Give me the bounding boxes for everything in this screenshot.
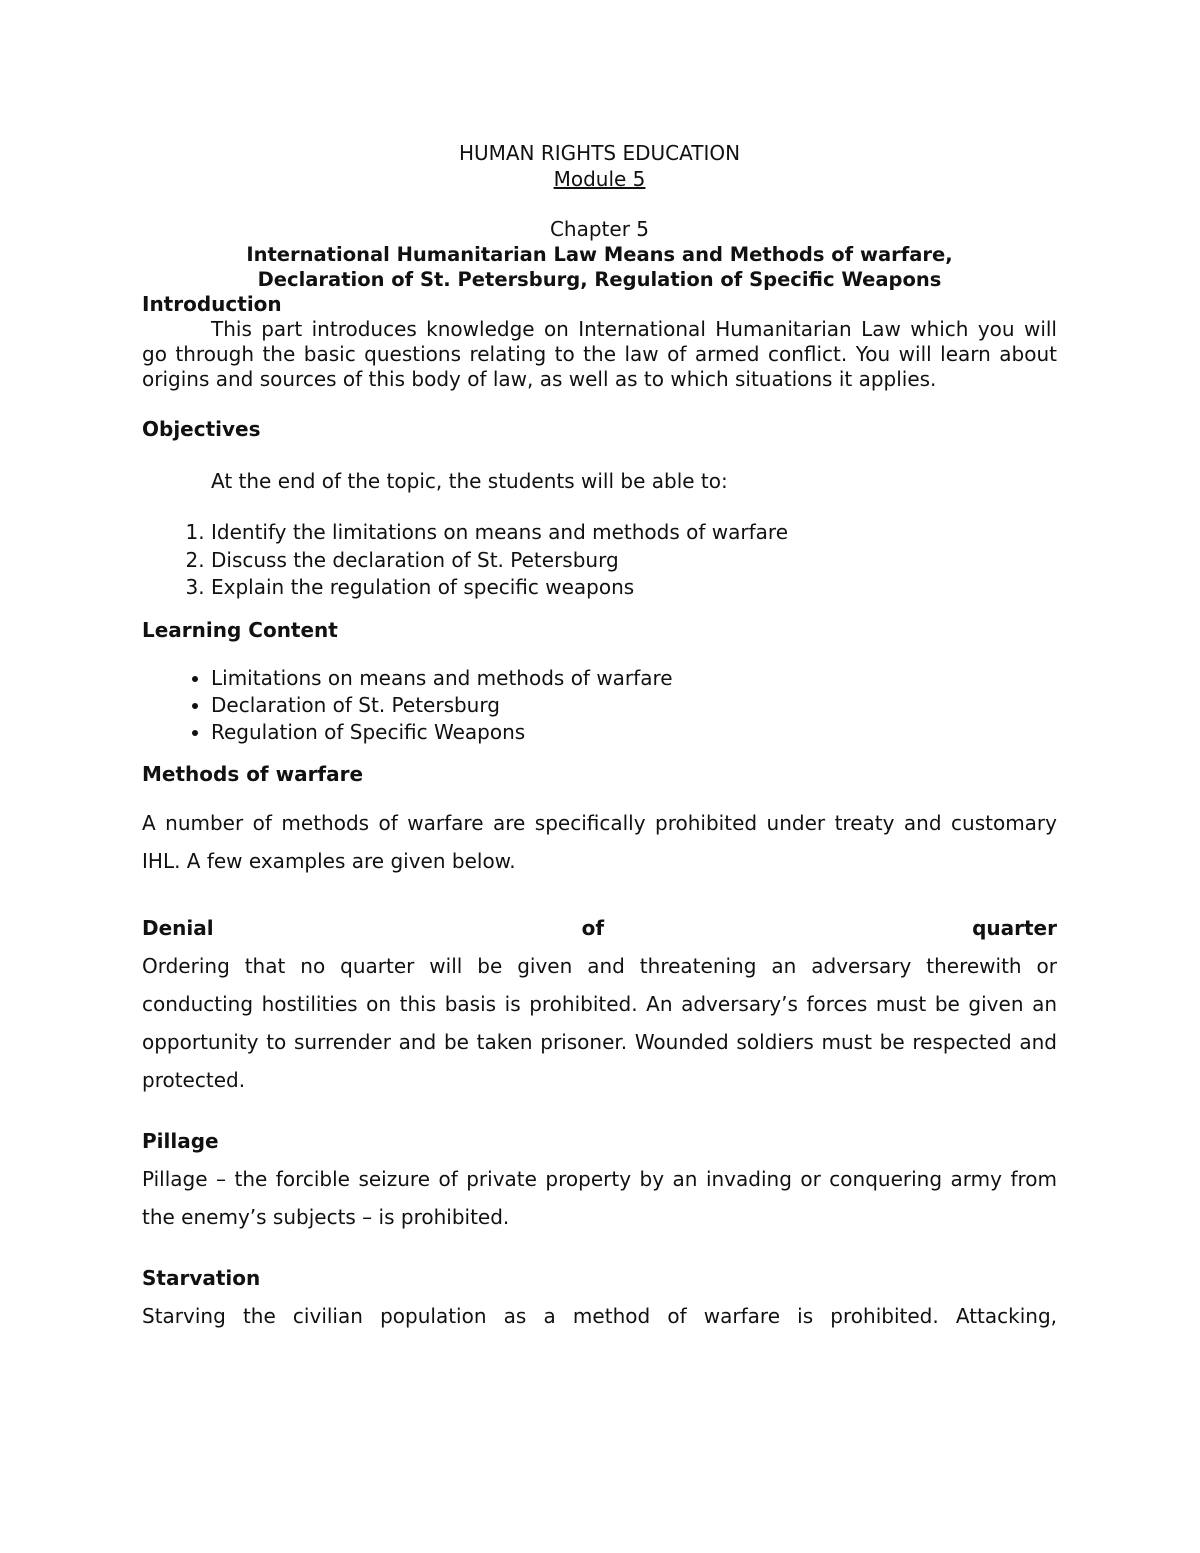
pillage-text: Pillage – the forcible seizure of private property by an invading or conquering army from the enemy’s subjects – is prohibited.	[142, 1166, 1057, 1229]
objectives-lead: At the end of the topic, the students will be able to:	[211, 469, 728, 493]
denial-of-quarter-text: Ordering that no quarter will be given and threatening an adversary therewith or conducting hostilities on this basis is prohibited. An adversary’s forces must be given an opportunity to surrender and be taken prisoner. Wounded soldiers must be respected and protected.	[142, 953, 1057, 1092]
learning-content-item: • Regulation of Specific Weapons	[211, 719, 1057, 746]
course-title: HUMAN RIGHTS EDUCATION	[458, 141, 741, 165]
chapter-title-line2: Declaration of St. Petersburg, Regulation of Specific Weapons	[257, 268, 942, 291]
learning-content-heading: Learning Content	[142, 617, 338, 642]
heading-word: of	[581, 915, 605, 940]
document-page	[142, 140, 1057, 1335]
learning-content-item: • Limitations on means and methods of warfare	[211, 665, 1057, 692]
methods-text: A number of methods of warfare are specifically prohibited under treaty and customary IHL. A few examples are given below.	[142, 810, 1057, 873]
chapter-label: Chapter 5	[549, 217, 650, 241]
heading-word: Denial	[142, 915, 214, 940]
methods-heading: Methods of warfare	[142, 761, 364, 786]
introduction-heading: Introduction	[142, 292, 282, 316]
introduction-text: This part introduces knowledge on International Humanitarian Law which you will go through the basic questions relating to the law of armed conflict. You will learn about origins and sources of this body of law, as well as to which situations it applies.	[142, 317, 1057, 391]
chapter-title-line1: International Humanitarian Law Means and Methods of warfare,	[246, 243, 953, 266]
objectives-list	[142, 519, 1057, 602]
learning-content-list	[142, 665, 1057, 746]
objective-item: 2. Discuss the declaration of St. Petersburg	[211, 547, 1057, 575]
starvation-heading: Starvation	[142, 1265, 261, 1290]
denial-of-quarter-heading	[142, 909, 1057, 947]
module-label: Module 5	[553, 167, 646, 191]
learning-content-item: • Declaration of St. Petersburg	[211, 692, 1057, 719]
objective-item: 3. Explain the regulation of specific weapons	[211, 574, 1057, 602]
objective-item: 1. Identify the limitations on means and methods of warfare	[211, 519, 1057, 547]
starvation-text: Starving the civilian population as a method of warfare is prohibited. Attacking,	[142, 1303, 1057, 1328]
heading-word: quarter	[972, 915, 1057, 940]
pillage-heading: Pillage	[142, 1128, 219, 1153]
objectives-heading: Objectives	[142, 417, 261, 441]
